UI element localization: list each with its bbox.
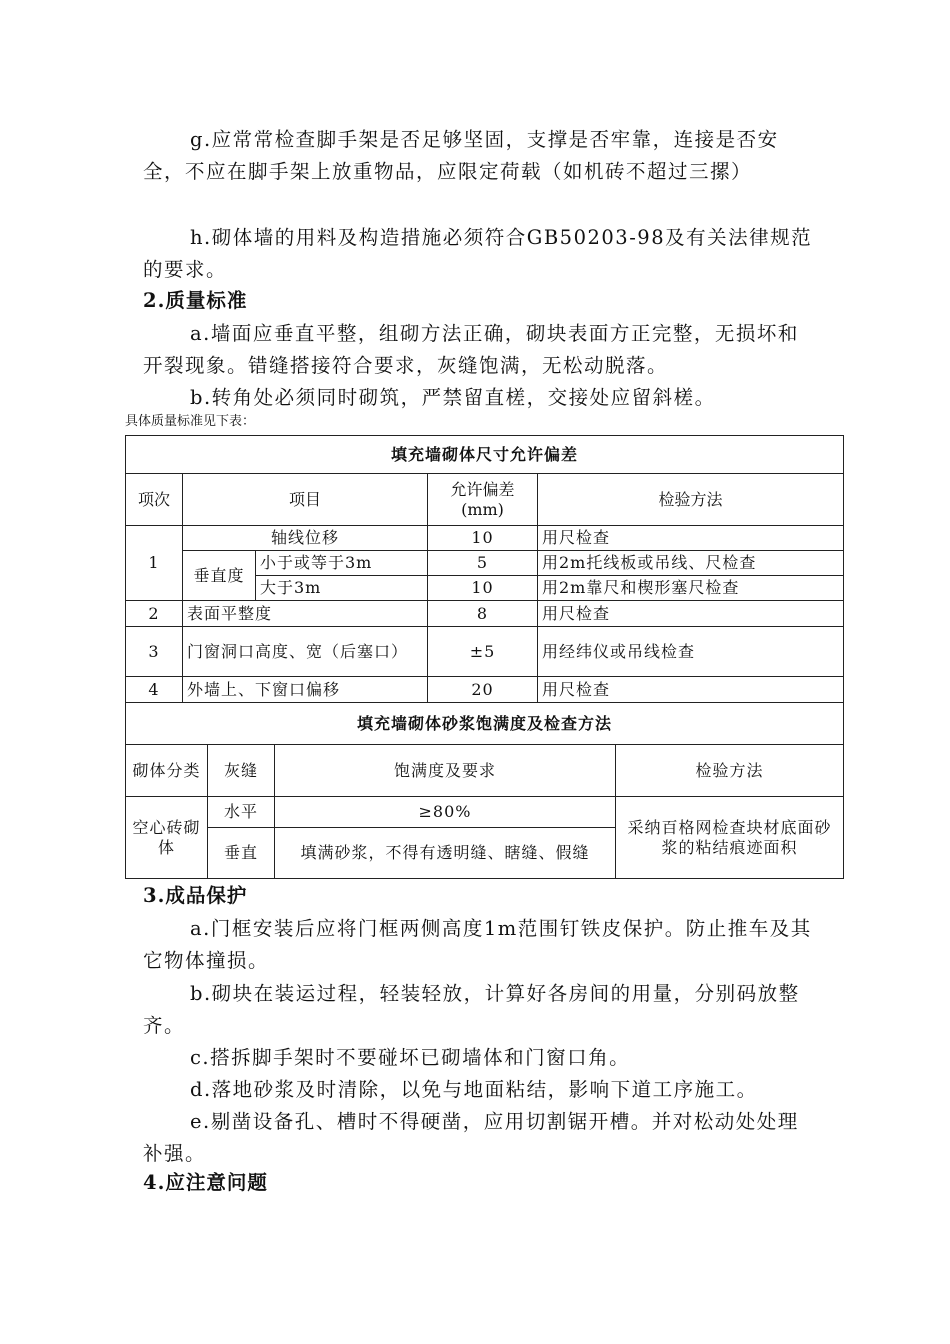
joint-type: 垂直 <box>208 828 275 879</box>
header-no: 项次 <box>126 474 183 526</box>
row-tolerance: 10 <box>428 576 538 601</box>
paragraph-2a: a.墙面应垂直平整，组砌方法正确，砌块表面方正完整，无损坏和开裂现象。错缝搭接符合要求，灰缝饱满，无松动脱落。 <box>143 322 799 377</box>
header-item: 项目 <box>183 474 428 526</box>
paragraph-g: g.应常常检查脚手架是否足够坚固，支撑是否牢靠，连接是否安全，不应在脚手架上放重物品，应限定荷载（如机砖不超过三摞） <box>143 128 779 183</box>
paragraph-3c: c.搭拆脚手架时不要碰坏已砌墙体和门窗口角。 <box>190 1046 631 1069</box>
header-tolerance: 允许偏差(mm) <box>428 474 538 526</box>
section-heading-protection: 3.成品保护 <box>143 884 248 907</box>
header-joint: 灰缝 <box>208 745 275 797</box>
paragraph-2b: b.转角处必须同时砌筑，严禁留直槎，交接处应留斜槎。 <box>190 386 716 409</box>
row-no: 3 <box>126 627 183 677</box>
paragraph-3b: b.砌块在装运过程，轻装轻放，计算好各房间的用量，分别码放整齐。 <box>143 982 800 1037</box>
row-method: 用尺检查 <box>538 601 844 627</box>
row-no: 2 <box>126 601 183 627</box>
row-no: 1 <box>126 526 183 601</box>
row-no: 4 <box>126 677 183 703</box>
mortar-table <box>125 702 844 879</box>
table-caption: 具体质量标准见下表： <box>125 414 256 429</box>
inspection-method: 采纳百格网检查块材底面砂浆的粘结痕迹面积 <box>616 797 844 879</box>
row-tolerance: ±5 <box>428 627 538 677</box>
tolerance-table-title: 填充墙砌体尺寸允许偏差 <box>126 436 844 474</box>
requirement: 填满砂浆，不得有透明缝、瞎缝、假缝 <box>275 828 616 879</box>
row-item: 轴线位移 <box>183 526 428 551</box>
joint-type: 水平 <box>208 797 275 828</box>
row-method: 用尺检查 <box>538 526 844 551</box>
paragraph-3e: e.剔凿设备孔、槽时不得硬凿，应用切割锯开槽。并对松动处处理补强。 <box>143 1110 799 1165</box>
section-heading-quality: 2.质量标准 <box>143 289 248 312</box>
masonry-type: 空心砖砌体 <box>126 797 208 879</box>
row-tolerance: 20 <box>428 677 538 703</box>
row-item: 小于或等于3m <box>256 551 428 576</box>
row-item: 表面平整度 <box>183 601 428 627</box>
row-item: 大于3m <box>256 576 428 601</box>
header-requirement: 饱满度及要求 <box>275 745 616 797</box>
tolerance-table <box>125 435 844 703</box>
row-method: 用2m靠尺和楔形塞尺检查 <box>538 576 844 601</box>
row-method: 用尺检查 <box>538 677 844 703</box>
header-method: 检验方法 <box>616 745 844 797</box>
row-method: 用经纬仪或吊线检查 <box>538 627 844 677</box>
row-item: 外墙上、下窗口偏移 <box>183 677 428 703</box>
paragraph-3a: a.门框安装后应将门框两侧高度1m范围钉铁皮保护。防止推车及其它物体撞损。 <box>143 917 812 972</box>
row-group-vertical: 垂直度 <box>183 551 256 601</box>
row-tolerance: 5 <box>428 551 538 576</box>
row-tolerance: 10 <box>428 526 538 551</box>
header-type: 砌体分类 <box>126 745 208 797</box>
row-item: 门窗洞口高度、宽（后塞口） <box>183 627 428 677</box>
paragraph-h: h.砌体墙的用料及构造措施必须符合GB50203-98及有关法律规范的要求。 <box>143 226 813 281</box>
requirement: ≥80% <box>275 797 616 828</box>
paragraph-3d: d.落地砂浆及时清除，以免与地面粘结，影响下道工序施工。 <box>190 1078 758 1101</box>
row-method: 用2m托线板或吊线、尺检查 <box>538 551 844 576</box>
section-heading-issues: 4.应注意问题 <box>143 1171 268 1194</box>
mortar-table-title: 填充墙砌体砂浆饱满度及检查方法 <box>126 703 844 745</box>
header-method: 检验方法 <box>538 474 844 526</box>
row-tolerance: 8 <box>428 601 538 627</box>
